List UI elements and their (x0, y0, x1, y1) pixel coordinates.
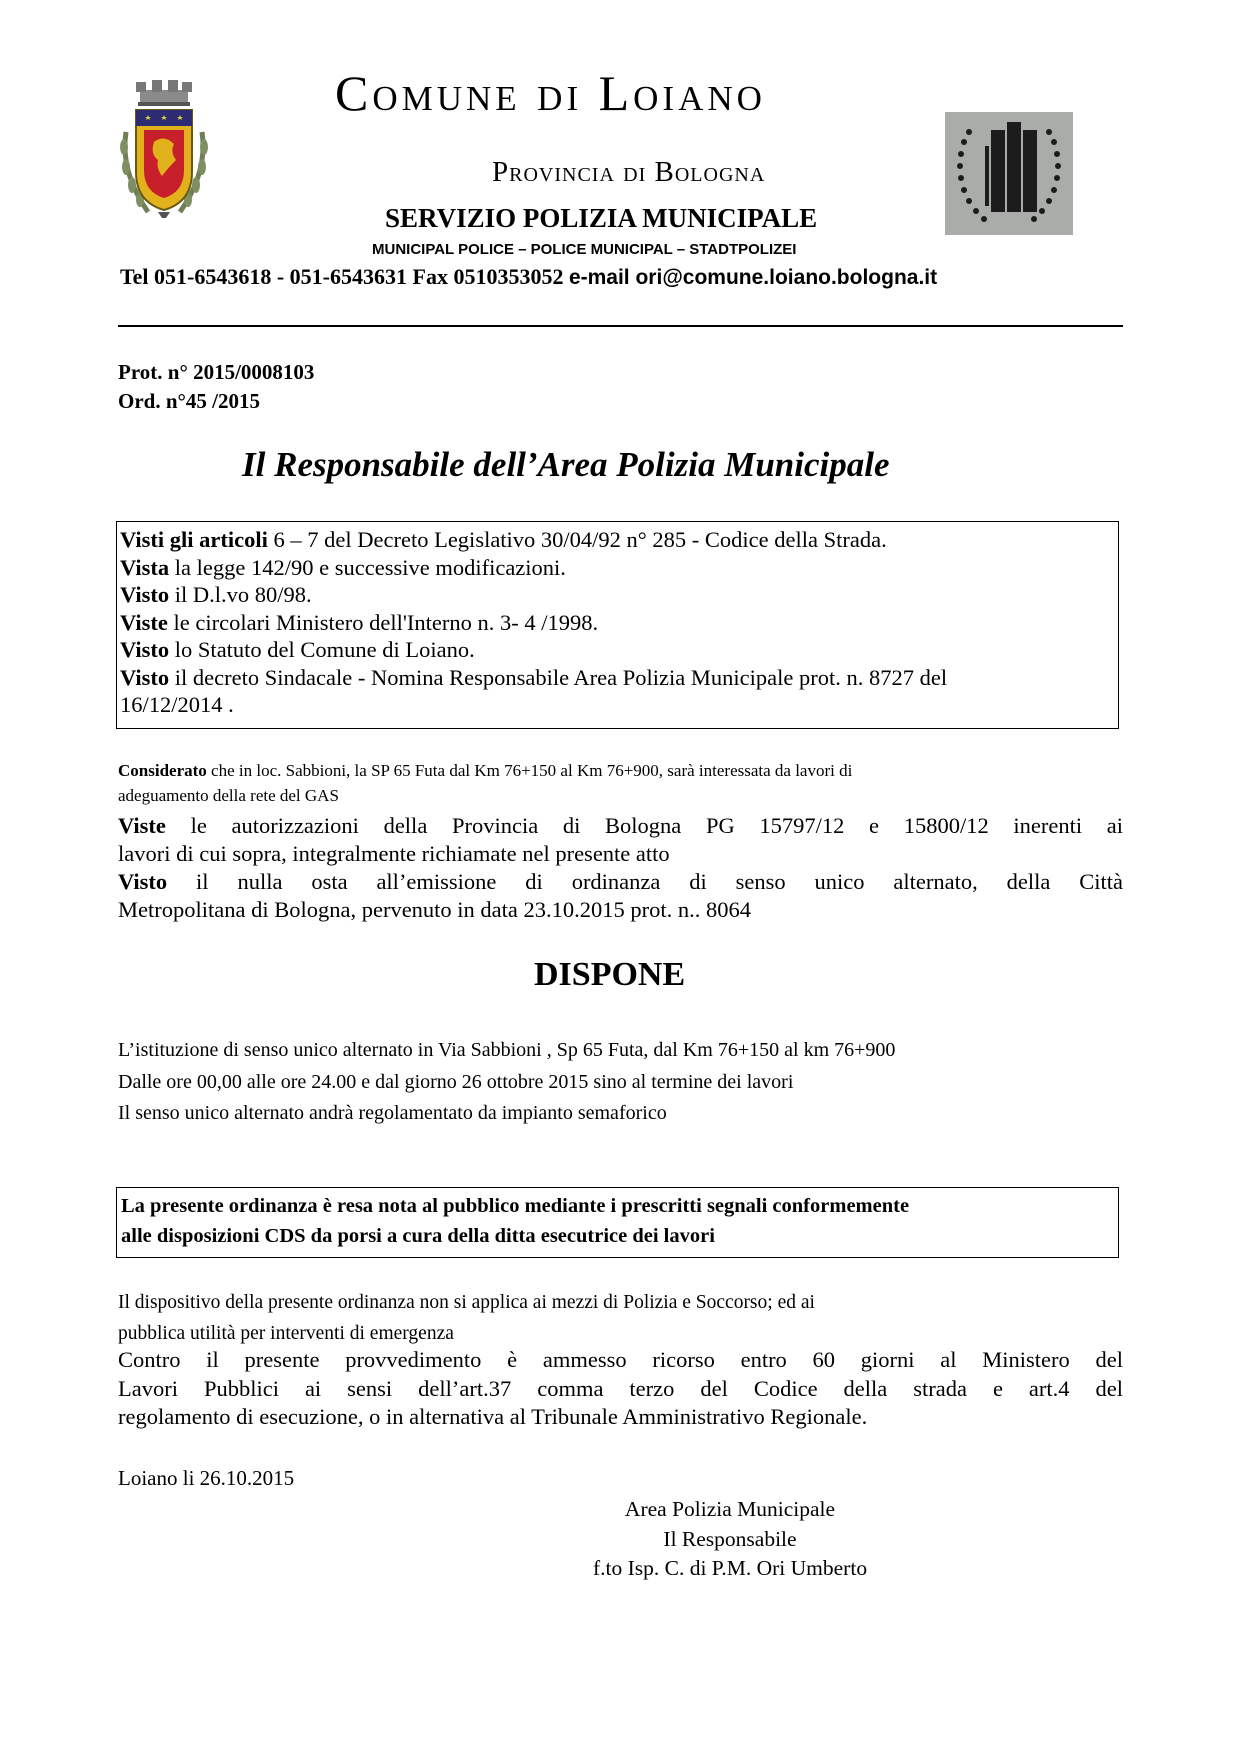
servizio-heading: SERVIZIO POLIZIA MUNICIPALE (385, 203, 818, 233)
istituzione-paragraph: L’istituzione di senso unico alternato in Via Sabbioni , Sp 65 Futa, dal Km 76+150 al km 76+900 Dalle ore 00,00 alle ore 24.00 e dal giorno 26 ottobre 2015 sino al termine dei lavori Il senso unico alternato andrà regolamentato da impianto semaforico (118, 1039, 896, 1124)
visti-line: Viste le circolari Ministero dell'Interno n. 3- 4 /1998. (120, 609, 599, 635)
police-emblem-logo (945, 112, 1073, 235)
visti-box (116, 521, 1119, 729)
coat-of-arms-logo (118, 72, 210, 222)
visti-line: Visto lo Statuto del Comune di Loiano. (120, 637, 475, 662)
header-divider (118, 325, 1123, 327)
ordinance-number: Ord. n°45 /2015 (118, 389, 260, 413)
visti-line: Visti gli articoli 6 – 7 del Decreto Legislativo 30/04/92 n° 285 - Codice della Strada. (120, 527, 887, 552)
email-link[interactable]: e-mail ori@comune.loiano.bologna.it (568, 266, 938, 289)
visti-line: Visto il D.l.vo 80/98. (120, 582, 312, 607)
protocol-number: Prot. n° 2015/0008103 (118, 360, 315, 384)
visti-line: Vista la legge 142/90 e successive modificazioni. (120, 554, 566, 580)
viste-visto-paragraph: Viste le autorizzazioni della Provincia di Bologna PG 15797/12 e 15800/12 inerenti ai lavori di cui sopra, integralmente richiamate nel presente atto Visto il nulla osta all’emissione di ordinanza di senso unico alternato, della Città Metropolitana di Bologna, pervenuto in data 23.10.2015 prot. n.. 8064 (118, 813, 1123, 922)
ricorso-paragraph: Contro il presente provvedimento è ammesso ricorso entro 60 giorni al Ministero del Lavori Pubblici ai sensi dell’art.37 comma terzo del Codice della strada e art.4 del regolamento di esecuzione, o in alternativa al Tribunale Amministrativo Regionale. (118, 1347, 1123, 1429)
comune-title: Comune di Loiano (335, 65, 766, 121)
municipal-police-subheading: MUNICIPAL POLICE – POLICE MUNICIPAL – STADTPOLIZEI (372, 241, 797, 258)
place-date: Loiano li 26.10.2015 (118, 1466, 295, 1490)
dispositivo-paragraph: Il dispositivo della presente ordinanza non si applica ai mezzi di Polizia e Soccorso; ed ai pubblica utilità per interventi di emergenza (118, 1292, 815, 1344)
considerato-paragraph: Considerato che in loc. Sabbioni, la SP 65 Futa dal Km 76+150 al Km 76+900, sarà interessata da lavori di adeguamento della rete del GAS (118, 761, 853, 805)
signature-block: Area Polizia Municipale Il Responsabile f.to Isp. C. di P.M. Ori Umberto (592, 1497, 868, 1580)
visti-line: 16/12/2014 . (120, 692, 234, 717)
provincia-subtitle: Provincia di Bologna (492, 156, 766, 188)
crown-icon (136, 80, 192, 106)
protocol-block (118, 358, 314, 416)
visti-line: Visto il decreto Sindacale - Nomina Responsabile Area Polizia Municipale prot. n. 8727 del (120, 664, 948, 690)
notice-box: La presente ordinanza è resa nota al pubblico mediante i prescritti segnali conformemente alle disposizioni CDS da porsi a cura della ditta esecutrice dei lavori (116, 1187, 1119, 1258)
phone-fax-text: Tel 051-6543618 - 051-6543631 Fax 0510353052 (120, 264, 569, 289)
document-title: Il Responsabile dell’Area Polizia Municipale (242, 445, 890, 484)
dispone-heading: DISPONE (534, 956, 686, 993)
contacts-line (120, 264, 937, 290)
